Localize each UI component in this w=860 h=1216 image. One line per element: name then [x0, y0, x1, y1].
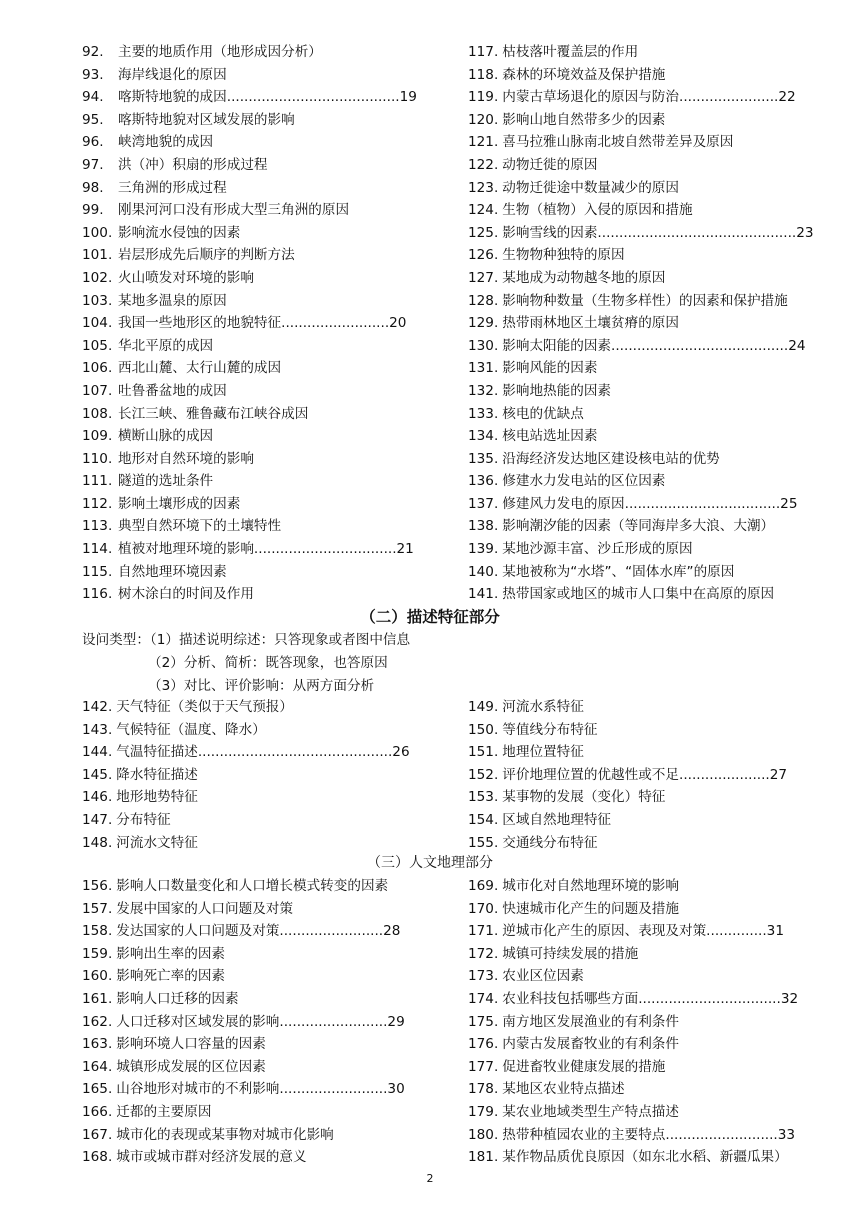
entry-title: 区域自然地理特征: [502, 811, 612, 828]
entry-number: 131.: [468, 360, 499, 377]
entry-number: 99.: [82, 202, 104, 219]
toc-entry[interactable]: [468, 1078, 820, 1101]
entry-number: 155.: [468, 834, 499, 851]
toc-entry[interactable]: [468, 290, 820, 313]
entry-title: 评价地理位置的优越性或不足.....................27: [502, 766, 788, 783]
entry-number: 159.: [82, 945, 113, 962]
toc-entry[interactable]: [468, 109, 820, 132]
section-heading-2: （二）描述特征部分: [360, 608, 500, 626]
toc-entry[interactable]: [82, 1011, 452, 1034]
entry-title: 天气特征（类似于天气预报）: [116, 699, 293, 715]
toc-entry[interactable]: [468, 403, 820, 426]
entry-number: 95.: [82, 111, 104, 128]
entry-title: 分布特征: [116, 811, 171, 828]
entry-title: 修建风力发电的原因....................................25: [502, 495, 798, 512]
entry-title: 影响土壤形成的因素: [118, 495, 241, 512]
toc-entry[interactable]: [82, 425, 452, 448]
entry-number: 123.: [468, 179, 499, 196]
entry-number: 165.: [82, 1081, 113, 1098]
entry-title: 横断山脉的成因: [118, 428, 214, 445]
entry-number: 168.: [82, 1149, 113, 1166]
entry-number: 161.: [82, 990, 113, 1007]
toc-entry[interactable]: [468, 267, 820, 290]
toc-entry[interactable]: [82, 403, 452, 426]
entry-title: 影响出生率的因素: [116, 945, 226, 962]
toc-entry[interactable]: [82, 875, 452, 898]
entry-number: 170.: [468, 900, 499, 917]
entry-number: 137.: [468, 495, 499, 512]
entry-title: 自然地理环境因素: [118, 563, 227, 580]
entry-title: 影响山地自然带多少的因素: [502, 111, 666, 128]
entry-title: 森林的环境效益及保护措施: [502, 66, 666, 83]
toc-entry[interactable]: [468, 1146, 820, 1169]
entry-title: 我国一些地形区的地貌特征.........................20: [118, 315, 407, 332]
entry-number: 163.: [82, 1036, 113, 1053]
entry-title: 喀斯特地貌的成因........................................19: [118, 89, 417, 106]
toc-entry[interactable]: [468, 786, 820, 809]
entry-title: 热带种植园农业的主要特点..........................33: [502, 1126, 796, 1143]
entry-title: 典型自然环境下的土壤特性: [118, 518, 282, 535]
entry-number: 108.: [82, 405, 113, 422]
entry-title: 农业科技包括哪些方面.................................32: [502, 990, 799, 1007]
entry-number: 160.: [82, 968, 113, 985]
entry-number: 172.: [468, 945, 499, 962]
toc-entry[interactable]: [82, 719, 452, 742]
entry-number: 128.: [468, 292, 499, 309]
entry-title: 城市化的表现或某事物对城市化影响: [116, 1126, 334, 1143]
entry-title: 气候特征（温度、降水）: [116, 721, 266, 738]
toc-entry[interactable]: [468, 86, 820, 109]
entry-title: 核电的优缺点: [502, 405, 584, 422]
toc-entry[interactable]: [468, 696, 820, 719]
toc-entry[interactable]: [468, 41, 820, 64]
entry-title: 某地区农业特点描述: [502, 1081, 625, 1098]
entry-title: 影响人口迁移的因素: [116, 990, 239, 1007]
entry-number: 107.: [82, 382, 113, 399]
toc-entry[interactable]: [82, 154, 452, 177]
entry-number: 148.: [82, 834, 113, 851]
entry-title: 农业区位因素: [502, 968, 584, 985]
toc-entry[interactable]: [468, 875, 820, 898]
entry-title: 影响物种数量（生物多样性）的因素和保护措施: [502, 292, 788, 309]
entry-number: 178.: [468, 1081, 499, 1098]
entry-title: 影响太阳能的因素.........................................24: [502, 337, 806, 354]
entry-number: 125.: [468, 224, 499, 241]
entry-number: 177.: [468, 1058, 499, 1075]
entry-title: 影响潮汐能的因素（等同海岸多大浪、大潮）: [502, 518, 775, 535]
entry-number: 113.: [82, 518, 113, 535]
toc-right-column: [468, 41, 820, 606]
entry-number: 112.: [82, 495, 113, 512]
entry-title: 影响死亡率的因素: [116, 968, 226, 985]
entry-title: 促进畜牧业健康发展的措施: [502, 1058, 666, 1075]
entry-number: 121.: [468, 134, 499, 151]
entry-title: 岩层形成先后顺序的判断方法: [118, 247, 295, 264]
toc-entry[interactable]: [82, 583, 452, 606]
entry-number: 174.: [468, 990, 499, 1007]
entry-title: 发展中国家的人口问题及对策: [116, 900, 293, 917]
toc-entry[interactable]: [468, 741, 820, 764]
entry-number: 132.: [468, 382, 499, 399]
entry-title: 城市或城市群对经济发展的意义: [116, 1149, 307, 1166]
entry-title: 内蒙古草场退化的原因与防治.......................22: [502, 89, 796, 106]
entry-title: 交通线分布特征: [502, 834, 598, 851]
toc-entry[interactable]: [82, 832, 452, 855]
entry-number: 175.: [468, 1013, 499, 1030]
entry-title: 洪（冲）积扇的形成过程: [118, 156, 268, 173]
entry-title: 动物迁徙的原因: [502, 156, 598, 173]
entry-number: 146.: [82, 789, 113, 806]
toc-entry[interactable]: [82, 1101, 452, 1124]
toc-entry[interactable]: [82, 988, 452, 1011]
toc-entry[interactable]: [82, 786, 452, 809]
entry-number: 149.: [468, 699, 499, 715]
entry-number: 92.: [82, 44, 104, 60]
entry-number: 142.: [82, 699, 113, 715]
toc-entry[interactable]: [82, 109, 452, 132]
toc-entry[interactable]: [82, 86, 452, 109]
toc-entry[interactable]: [468, 561, 820, 584]
entry-title: 火山喷发对环境的影响: [118, 269, 254, 286]
entry-title: 动物迁徙途中数量减少的原因: [502, 179, 679, 196]
entry-title: 修建水力发电站的区位因素: [502, 473, 666, 490]
toc-entry[interactable]: [82, 290, 452, 313]
entry-title: 影响风能的因素: [502, 360, 598, 377]
toc-entry[interactable]: [82, 1146, 452, 1169]
toc-entry[interactable]: [468, 244, 820, 267]
entry-number: 152.: [468, 766, 499, 783]
toc-entry[interactable]: [82, 131, 452, 154]
entry-number: 116.: [82, 586, 113, 603]
toc-right-column: [468, 875, 820, 1169]
entry-title: 喀斯特地貌对区域发展的影响: [118, 111, 295, 128]
toc-entry[interactable]: [468, 809, 820, 832]
toc-entry[interactable]: [468, 764, 820, 787]
entry-title: 影响人口数量变化和人口增长模式转变的因素: [116, 878, 389, 894]
entry-number: 127.: [468, 269, 499, 286]
toc-entry[interactable]: [468, 1124, 820, 1147]
entry-number: 167.: [82, 1126, 113, 1143]
entry-number: 120.: [468, 111, 499, 128]
toc-entry[interactable]: [82, 1124, 452, 1147]
entry-title: 喜马拉雅山脉南北坡自然带差异及原因: [502, 134, 734, 151]
entry-title: 树木涂白的时间及作用: [118, 586, 254, 603]
entry-title: 河流水系特征: [502, 699, 584, 715]
entry-number: 100.: [82, 224, 113, 241]
entry-title: 植被对地理环境的影响.................................21: [118, 541, 414, 558]
entry-title: 某农业地域类型生产特点描述: [502, 1103, 679, 1120]
toc-entry[interactable]: [468, 898, 820, 921]
entry-number: 151.: [468, 744, 499, 761]
entry-number: 181.: [468, 1149, 499, 1166]
entry-number: 179.: [468, 1103, 499, 1120]
toc-entry[interactable]: [82, 809, 452, 832]
toc-entry[interactable]: [468, 1056, 820, 1079]
entry-number: 130.: [468, 337, 499, 354]
entry-number: 106.: [82, 360, 113, 377]
toc-entry[interactable]: [82, 357, 452, 380]
entry-number: 133.: [468, 405, 499, 422]
toc-entry[interactable]: [468, 448, 820, 471]
entry-title: 沿海经济发达地区建设核电站的优势: [502, 450, 720, 467]
entry-number: 124.: [468, 202, 499, 219]
entry-number: 118.: [468, 66, 499, 83]
toc-entry[interactable]: [82, 64, 452, 87]
toc-entry[interactable]: [468, 943, 820, 966]
entry-title: 影响地热能的因素: [502, 382, 612, 399]
entry-title: 某事物的发展（变化）特征: [502, 789, 666, 806]
toc-entry[interactable]: [468, 357, 820, 380]
toc-entry[interactable]: [82, 267, 452, 290]
entry-title: 地形地势特征: [116, 789, 198, 806]
entry-number: 158.: [82, 923, 113, 940]
toc-entry[interactable]: [82, 741, 452, 764]
entry-number: 119.: [468, 89, 499, 106]
entry-number: 101.: [82, 247, 113, 264]
entry-number: 104.: [82, 315, 113, 332]
toc-entry[interactable]: [468, 64, 820, 87]
entry-title: 西北山麓、太行山麓的成因: [118, 360, 282, 377]
entry-number: 154.: [468, 811, 499, 828]
entry-title: 地理位置特征: [502, 744, 584, 761]
entry-title: 人口迁移对区域发展的影响.........................29: [116, 1013, 405, 1030]
toc-entry[interactable]: [82, 493, 452, 516]
entry-number: 140.: [468, 563, 499, 580]
entry-number: 117.: [468, 44, 499, 60]
entry-title: 快速城市化产生的问题及措施: [502, 900, 679, 917]
toc-entry[interactable]: [82, 1056, 452, 1079]
entry-number: 180.: [468, 1126, 499, 1143]
entry-number: 94.: [82, 89, 104, 106]
entry-title: 南方地区发展渔业的有利条件: [502, 1013, 679, 1030]
toc-entry[interactable]: [82, 312, 452, 335]
entry-number: 166.: [82, 1103, 113, 1120]
entry-title: 海岸线退化的原因: [118, 66, 227, 83]
entry-number: 164.: [82, 1058, 113, 1075]
entry-title: 枯枝落叶覆盖层的作用: [502, 44, 639, 60]
toc-entry[interactable]: [82, 965, 452, 988]
entry-title: 峡湾地貌的成因: [118, 134, 214, 151]
entry-title: 地形对自然环境的影响: [118, 450, 254, 467]
entry-number: 150.: [468, 721, 499, 738]
toc-entry[interactable]: [468, 1101, 820, 1124]
question-type-line-1: 设问类型：（1）描述说明综述：只答现象或者图中信息: [82, 632, 411, 648]
entry-title: 吐鲁番盆地的成因: [118, 382, 227, 399]
question-type-line-2: （2）分析、简析：既答现象，也答原因: [148, 655, 388, 671]
toc-entry[interactable]: [468, 1033, 820, 1056]
toc-entry[interactable]: [468, 470, 820, 493]
entry-title: 生物（植物）入侵的原因和措施: [502, 202, 693, 219]
toc-entry[interactable]: [82, 943, 452, 966]
entry-number: 109.: [82, 428, 113, 445]
entry-title: 热带雨林地区土壤贫瘠的原因: [502, 315, 679, 332]
toc-entry[interactable]: [82, 448, 452, 471]
entry-title: 发达国家的人口问题及对策........................28: [116, 923, 401, 940]
entry-number: 162.: [82, 1013, 113, 1030]
toc-entry[interactable]: [82, 41, 452, 64]
entry-number: 176.: [468, 1036, 499, 1053]
toc-entry[interactable]: [468, 493, 820, 516]
entry-number: 98.: [82, 179, 104, 196]
entry-title: 主要的地质作用（地形成因分析）: [118, 44, 322, 60]
entry-title: 迁都的主要原因: [116, 1103, 212, 1120]
toc-right-column: [468, 696, 820, 854]
entry-number: 136.: [468, 473, 499, 490]
entry-number: 110.: [82, 450, 113, 467]
toc-entry[interactable]: [82, 380, 452, 403]
entry-title: 某地成为动物越冬地的原因: [502, 269, 666, 286]
toc-entry[interactable]: [82, 222, 452, 245]
question-type-line-3: （3）对比、评价影响：从两方面分析: [148, 678, 375, 694]
entry-title: 隧道的选址条件: [118, 473, 214, 490]
toc-entry[interactable]: [82, 470, 452, 493]
toc-left-column: [82, 875, 452, 1169]
entry-number: 114.: [82, 541, 113, 558]
entry-title: 核电站选址因素: [502, 428, 598, 445]
entry-number: 126.: [468, 247, 499, 264]
entry-number: 97.: [82, 156, 104, 173]
toc-entry[interactable]: [468, 515, 820, 538]
toc-entry[interactable]: [468, 538, 820, 561]
toc-entry[interactable]: [82, 920, 452, 943]
entry-number: 135.: [468, 450, 499, 467]
entry-title: 影响环境人口容量的因素: [116, 1036, 266, 1053]
toc-entry[interactable]: [468, 380, 820, 403]
entry-number: 103.: [82, 292, 113, 309]
entry-number: 115.: [82, 563, 113, 580]
toc-entry[interactable]: [468, 920, 820, 943]
entry-number: 144.: [82, 744, 113, 761]
entry-number: 153.: [468, 789, 499, 806]
entry-number: 111.: [82, 473, 113, 490]
toc-entry[interactable]: [82, 177, 452, 200]
toc-entry[interactable]: [82, 898, 452, 921]
entry-number: 134.: [468, 428, 499, 445]
entry-number: 122.: [468, 156, 499, 173]
entry-title: 某地多温泉的原因: [118, 292, 227, 309]
toc-entry[interactable]: [82, 1033, 452, 1056]
entry-title: 山谷地形对城市的不利影响.........................30: [116, 1081, 405, 1098]
toc-entry[interactable]: [82, 1078, 452, 1101]
entry-number: 173.: [468, 968, 499, 985]
entry-title: 华北平原的成因: [118, 337, 214, 354]
entry-number: 139.: [468, 541, 499, 558]
toc-entry[interactable]: [82, 538, 452, 561]
entry-title: 三角洲的形成过程: [118, 179, 227, 196]
entry-title: 内蒙古发展畜牧业的有利条件: [502, 1036, 679, 1053]
entry-title: 某地沙源丰富、沙丘形成的原因: [502, 541, 693, 558]
section-heading-3: （三）人文地理部分: [367, 855, 493, 871]
entry-number: 143.: [82, 721, 113, 738]
entry-title: 城镇形成发展的区位因素: [116, 1058, 266, 1075]
toc-entry[interactable]: [82, 515, 452, 538]
entry-title: 生物物种独特的原因: [502, 247, 625, 264]
toc-entry[interactable]: [468, 832, 820, 855]
toc-entry[interactable]: [82, 244, 452, 267]
toc-entry[interactable]: [468, 988, 820, 1011]
entry-title: 等值线分布特征: [502, 721, 598, 738]
entry-number: 96.: [82, 134, 104, 151]
toc-entry[interactable]: [468, 131, 820, 154]
entry-number: 157.: [82, 900, 113, 917]
toc-entry[interactable]: [82, 764, 452, 787]
toc-entry[interactable]: [82, 335, 452, 358]
toc-entry[interactable]: [468, 199, 820, 222]
toc-left-column: [82, 41, 452, 606]
entry-title: 城市化对自然地理环境的影响: [502, 878, 679, 894]
entry-title: 影响雪线的因素..............................................23: [502, 224, 814, 241]
entry-title: 某作物品质优良原因（如东北水稻、新疆瓜果）: [502, 1149, 788, 1166]
toc-entry[interactable]: [468, 222, 820, 245]
entry-title: 影响流水侵蚀的因素: [118, 224, 241, 241]
entry-number: 141.: [468, 586, 499, 603]
entry-title: 降水特征描述: [116, 766, 198, 783]
entry-title: 逆城市化产生的原因、表现及对策..............31: [502, 923, 784, 940]
entry-title: 气温特征描述.............................................26: [116, 744, 410, 761]
toc-entry[interactable]: [82, 561, 452, 584]
toc-entry[interactable]: [82, 199, 452, 222]
toc-entry[interactable]: [82, 696, 452, 719]
entry-number: 93.: [82, 66, 104, 83]
toc-entry[interactable]: [468, 583, 820, 606]
toc-entry[interactable]: [468, 1011, 820, 1034]
entry-number: 102.: [82, 269, 113, 286]
entry-title: 城镇可持续发展的措施: [502, 945, 639, 962]
entry-title: 某地被称为“水塔”、“固体水库”的原因: [502, 563, 735, 580]
entry-number: 156.: [82, 878, 113, 894]
entry-number: 169.: [468, 878, 499, 894]
entry-title: 河流水文特征: [116, 834, 198, 851]
entry-number: 145.: [82, 766, 113, 783]
toc-entry[interactable]: [468, 177, 820, 200]
toc-entry[interactable]: [468, 154, 820, 177]
entry-title: 长江三峡、雅鲁藏布江峡谷成因: [118, 405, 309, 422]
toc-entry[interactable]: [468, 719, 820, 742]
toc-left-column: [82, 696, 452, 854]
entry-number: 147.: [82, 811, 113, 828]
entry-number: 138.: [468, 518, 499, 535]
toc-entry[interactable]: [468, 335, 820, 358]
toc-entry[interactable]: [468, 965, 820, 988]
entry-title: 热带国家或地区的城市人口集中在高原的原因: [502, 586, 775, 603]
page-number: 2: [426, 1172, 434, 1185]
entry-title: 刚果河河口没有形成大型三角洲的原因: [118, 202, 350, 219]
toc-entry[interactable]: [468, 312, 820, 335]
entry-number: 105.: [82, 337, 113, 354]
entry-number: 171.: [468, 923, 499, 940]
toc-entry[interactable]: [468, 425, 820, 448]
entry-number: 129.: [468, 315, 499, 332]
